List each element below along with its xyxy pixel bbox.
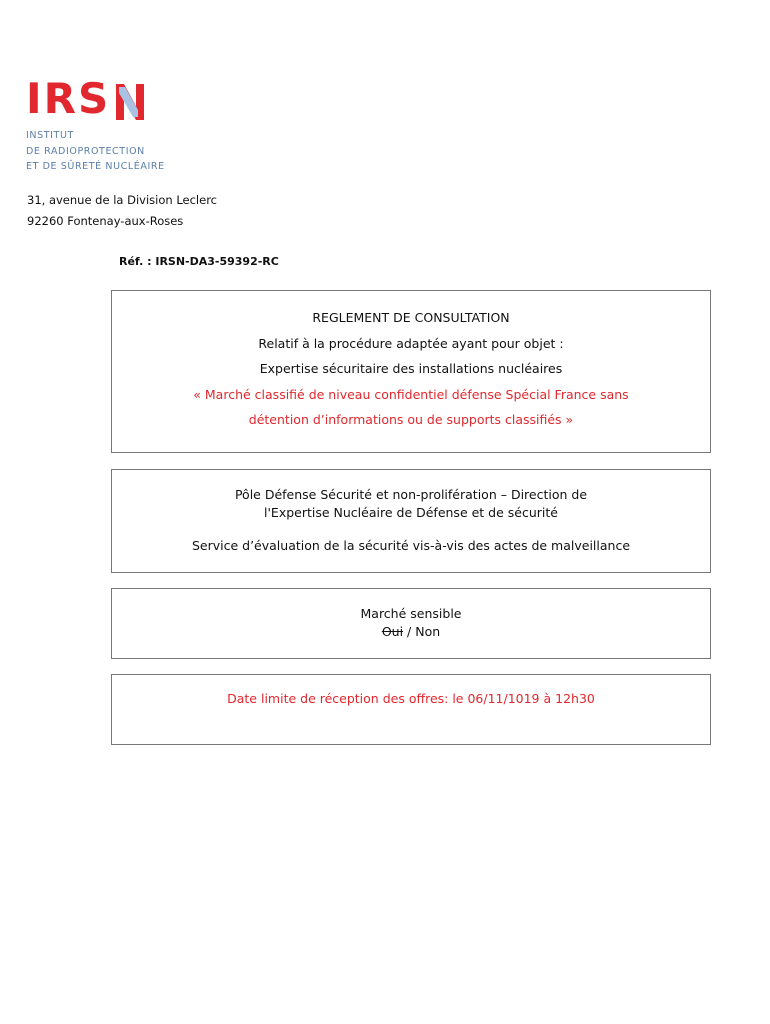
reference-number: Réf. : IRSN-DA3-59392-RC [119,255,279,268]
title-box [111,290,711,453]
irsn-logo [26,74,165,172]
logo-line-surete: ET DE SÛRETÉ NUCLÉAIRE [26,161,165,172]
sensitive-market-title: Marché sensible [360,606,462,621]
department-line-1: Pôle Défense Sécurité et non-prolifération – Direction de [234,487,588,502]
procedure-subject: Relatif à la procédure adaptée ayant pour objet : [258,335,564,351]
logo-letters: IRS [26,74,111,123]
classification-line-2: détention d’informations ou de supports classifiés » [248,412,574,427]
procedure-object: Expertise sécuritaire des installations nucléaires [259,361,563,376]
address-street: 31, avenue de la Division Leclerc [27,193,217,207]
option-no: Non [415,623,441,639]
deadline-box [111,674,711,745]
logo-wordmark [26,74,146,123]
sensitive-market-options [112,623,710,641]
logo-tagline [26,128,226,175]
logo-line-radioprotection: DE RADIOPROTECTION [26,145,145,157]
logo-n-glyph [116,84,144,120]
option-yes-struck: Oui [381,623,404,639]
deadline-text: Date limite de réception des offres: le 06/11/1019 à 12h30 [227,691,595,706]
address-city: 92260 Fontenay-aux-Roses [27,214,184,228]
option-separator: / [403,623,416,639]
logo-line-institut: INSTITUT [26,130,74,141]
classification-line-1: « Marché classifié de niveau confidentiel défense Spécial France sans [193,386,629,402]
service-line: Service d’évaluation de la sécurité vis-à-vis des actes de malveillance [191,538,631,553]
department-box [111,469,711,573]
address-block [27,190,217,232]
document-title: REGLEMENT DE CONSULTATION [312,310,510,325]
sensitive-market-box [111,588,711,659]
department-line-2: l'Expertise Nucléaire de Défense et de sécurité [264,504,558,520]
